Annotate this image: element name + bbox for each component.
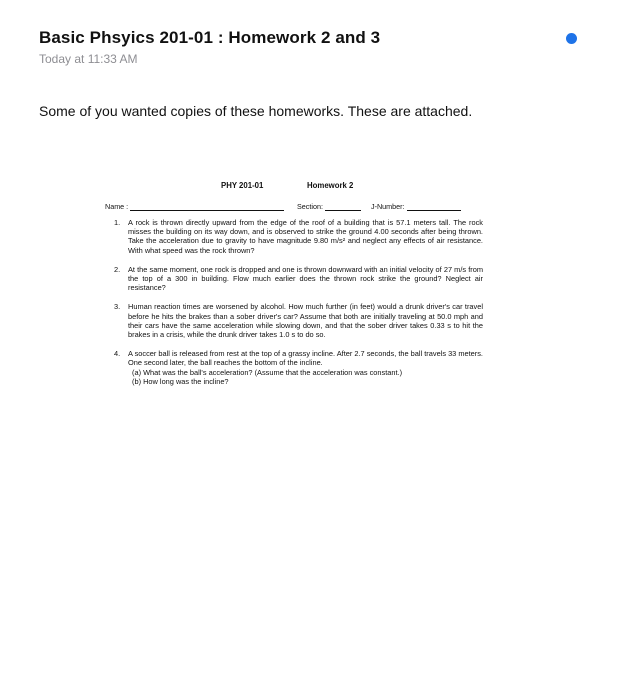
attachment-preview[interactable]	[105, 176, 483, 396]
problem-text: A soccer ball is released from rest at the top of a grassy incline. After 2.7 seconds, the ball travels 33 meters. One second later, the ball reaches the bottom of the incline.	[128, 349, 483, 368]
jnumber-blank	[407, 203, 461, 211]
assignment-title: Homework 2	[307, 181, 354, 190]
document-header	[105, 176, 483, 188]
name-blank	[130, 203, 284, 211]
section-field	[297, 202, 361, 211]
problem-item	[105, 265, 483, 293]
problem-number: 4.	[114, 349, 121, 359]
message-title: Basic Phsyics 201-01 : Homework 2 and 3	[39, 28, 381, 47]
problem-item	[105, 349, 483, 386]
message-timestamp: Today at 11:33 AM	[39, 52, 138, 66]
jnumber-field	[371, 202, 461, 211]
problem-subpart-b: (b) How long was the incline?	[132, 376, 229, 386]
problem-number: 3.	[114, 302, 121, 312]
section-blank	[325, 203, 361, 211]
problem-subpart-a: (a) What was the ball's acceleration? (Assume that the acceleration was constant.)	[132, 367, 403, 377]
message-body: Some of you wanted copies of these homeworks. These are attached.	[39, 103, 473, 119]
problem-text: Human reaction times are worsened by alcohol. How much further (in feet) would a drunk driver's car travel before he hits the brakes than a sober driver's car? Assume that both are initially traveling at 50.0 mph and their cars have the same acceleration while slowing down, and that the sober driver takes 0.33 s to hit the brakes in a crisis, while the drunk driver takes 1.0 s to do so.	[128, 302, 483, 340]
student-info-fields	[105, 202, 483, 218]
problem-text: A rock is thrown directly upward from the edge of the roof of a building that is 57.1 meters tall. The rock misses the building on its way down, and is observed to strike the ground 4.00 seconds after being thrown. Take the acceleration due to gravity to have magnitude 9.80 m/s² and neglect any effects of air resistance. With what speed was the rock thrown?	[128, 218, 483, 255]
name-label: Name :	[105, 202, 129, 211]
problem-number: 1.	[114, 218, 121, 227]
problem-item	[105, 218, 483, 255]
section-label: Section:	[297, 202, 323, 211]
course-code: PHY 201-01	[221, 181, 264, 190]
message-header	[39, 28, 584, 66]
name-field	[105, 202, 284, 211]
problem-text: At the same moment, one rock is dropped and one is thrown downward with an initial velocity of 27 m/s from the top of a 300 in building. Flow much earlier does the thrown rock strike the ground? Neglect air resistance?	[128, 264, 483, 293]
problem-number: 2.	[114, 264, 121, 274]
problem-item	[105, 302, 483, 339]
jnumber-label: J-Number:	[371, 202, 405, 211]
unread-indicator-dot[interactable]	[566, 33, 577, 44]
problem-list	[105, 218, 483, 386]
